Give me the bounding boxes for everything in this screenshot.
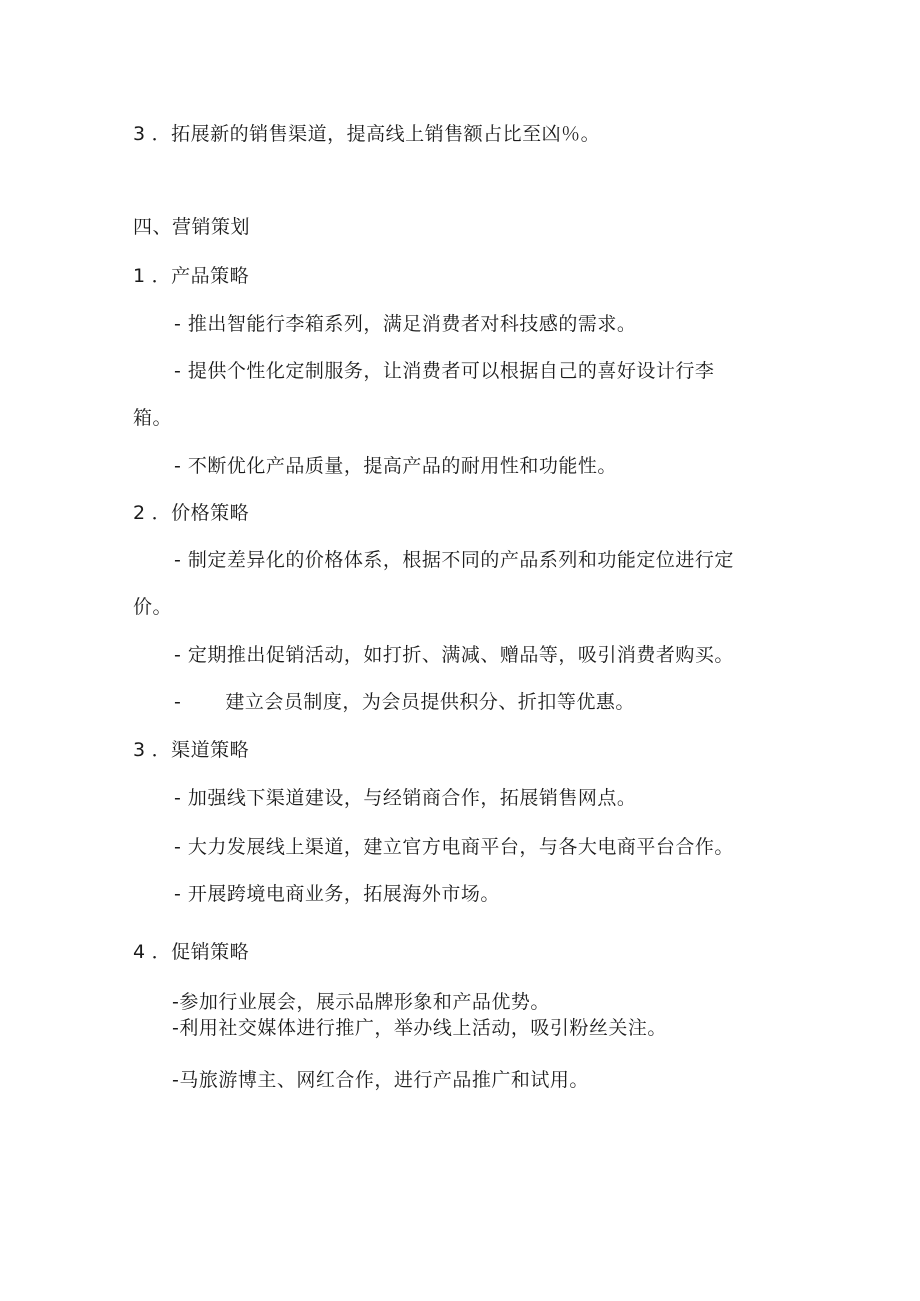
list-item: - 开展跨境电商业务，拓展海外市场。 — [174, 883, 500, 905]
list-item: -利用社交媒体进行推广，举办线上活动，吸引粉丝关注。 — [172, 1017, 667, 1039]
subsection-title-price — [133, 501, 249, 525]
subsection-title: ．产品策略 — [151, 265, 250, 287]
list-item: - 不断优化产品质量，提高产品的耐用性和功能性。 — [174, 455, 617, 477]
list-item-continuation: 箱。 — [133, 407, 173, 429]
list-item: - 大力发展线上渠道，建立官方电商平台，与各大电商平台合作。 — [174, 836, 734, 858]
subsection-title-product — [133, 264, 249, 288]
goal-line-3 — [133, 122, 600, 146]
subsection-title-channel — [133, 738, 249, 762]
list-item-text: 建立会员制度，为会员提供积分、折扣等优惠。 — [225, 691, 635, 713]
subsection-title: ．促销策略 — [151, 941, 250, 963]
list-dash: - — [174, 691, 182, 713]
goal-text: ．拓展新的销售渠道，提高线上销售额占比至凶％。 — [151, 123, 601, 145]
list-item: - 提供个性化定制服务，让消费者可以根据自己的喜好设计行李 — [174, 360, 715, 382]
subsection-title-promotion — [133, 940, 249, 964]
section-heading: 四、营销策划 — [133, 216, 251, 238]
list-item-continuation: 价。 — [133, 596, 173, 618]
goal-number: 3 — [133, 123, 146, 145]
subsection-number: 2 — [133, 502, 146, 524]
list-item: -参加行业展会，展示品牌形象和产品优势。 — [172, 991, 550, 1013]
subsection-title: ．价格策略 — [151, 502, 250, 524]
list-item: - 制定差异化的价格体系，根据不同的产品系列和功能定位进行定 — [174, 549, 734, 571]
subsection-title: ．渠道策略 — [151, 739, 250, 761]
list-item — [174, 690, 635, 714]
subsection-number: 4 — [133, 941, 146, 963]
list-item: -马旅游博主、网红合作，进行产品推广和试用。 — [172, 1069, 589, 1091]
subsection-number: 3 — [133, 739, 146, 761]
list-item: - 定期推出促销活动，如打折、满减、赠品等，吸引消费者购买。 — [174, 644, 734, 666]
list-item: - 推出智能行李箱系列，满足消费者对科技感的需求。 — [174, 313, 637, 335]
subsection-number: 1 — [133, 265, 146, 287]
list-item: - 加强线下渠道建设，与经销商合作，拓展销售网点。 — [174, 787, 637, 809]
